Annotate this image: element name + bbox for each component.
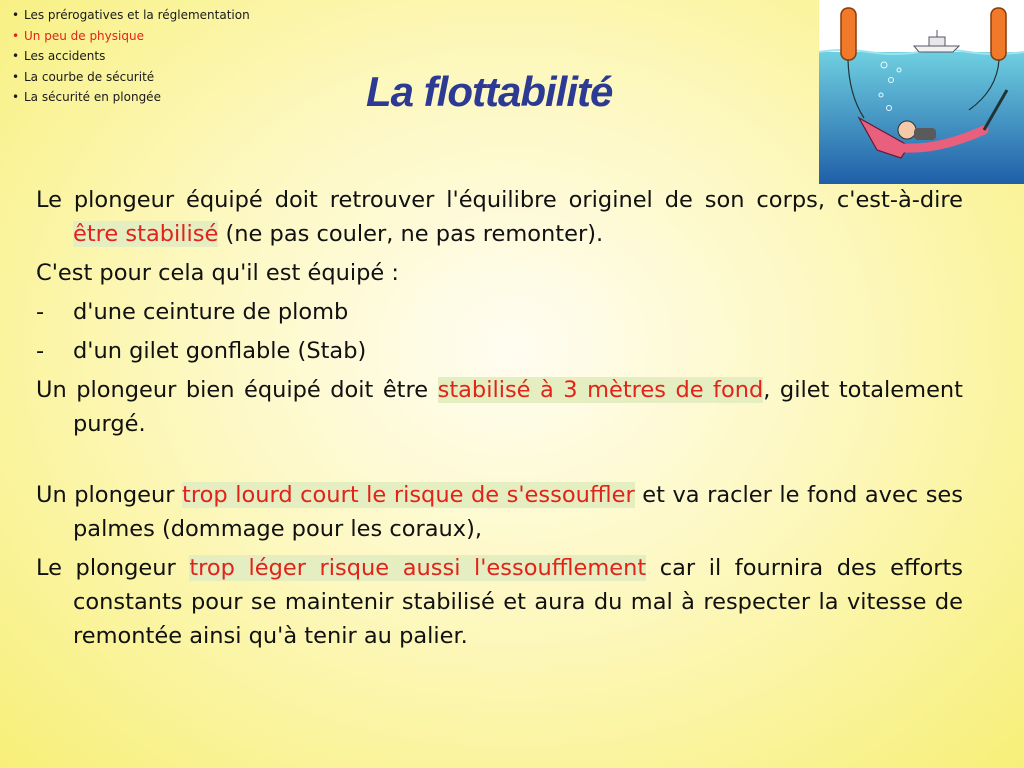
nav-item-courbe-securite[interactable]: • La courbe de sécurité <box>12 67 250 88</box>
highlight-trop-leger: trop léger risque aussi l'essoufflement <box>189 555 647 581</box>
dash-bullet: - <box>36 338 45 364</box>
paragraph-equipement: C'est pour cela qu'il est équipé : <box>36 260 399 286</box>
slide-title: La flottabilité <box>366 68 613 115</box>
paragraph-stabilise: Un plongeur bien équipé doit être stabilisé à 3 mètres de fond, gilet totalement purgé. <box>36 377 963 437</box>
diver-underwater-illustration <box>819 0 1024 184</box>
slide-content <box>36 183 963 658</box>
list-item-ceinture: - d'une ceinture de plomb <box>36 295 963 329</box>
nav-item-physique[interactable]: • Un peu de physique <box>12 26 250 47</box>
nav-item-securite-plongee[interactable]: • La sécurité en plongée <box>12 87 250 108</box>
highlight-trop-lourd: trop lourd court le risque de s'essouffler <box>182 482 635 508</box>
paragraph-equilibre: Le plongeur équipé doit retrouver l'équilibre originel de son corps, c'est-à-dire être stabilisé (ne pas couler, ne pas remonter). <box>36 187 963 247</box>
section-nav <box>12 5 250 108</box>
nav-item-accidents[interactable]: • Les accidents <box>12 46 250 67</box>
dash-bullet: - <box>36 299 45 325</box>
highlight-stabilise-3m: stabilisé à 3 mètres de fond <box>437 377 764 403</box>
paragraph-trop-leger: Le plongeur trop léger risque aussi l'essoufflement car il fournira des efforts constants pour se maintenir stabilisé et aura du mal à respecter la vitesse de remontée ainsi qu'à tenir au palier. <box>36 555 964 649</box>
nav-item-reglementation[interactable]: • Les prérogatives et la réglementation <box>12 5 250 26</box>
paragraph-trop-lourd: Un plongeur trop lourd court le risque de s'essouffler et va racler le fond avec ses palmes (dommage pour les coraux), <box>36 482 963 542</box>
highlight-etre-stabilise: être stabilisé <box>73 221 219 247</box>
list-item-gilet: - d'un gilet gonflable (Stab) <box>36 334 963 368</box>
